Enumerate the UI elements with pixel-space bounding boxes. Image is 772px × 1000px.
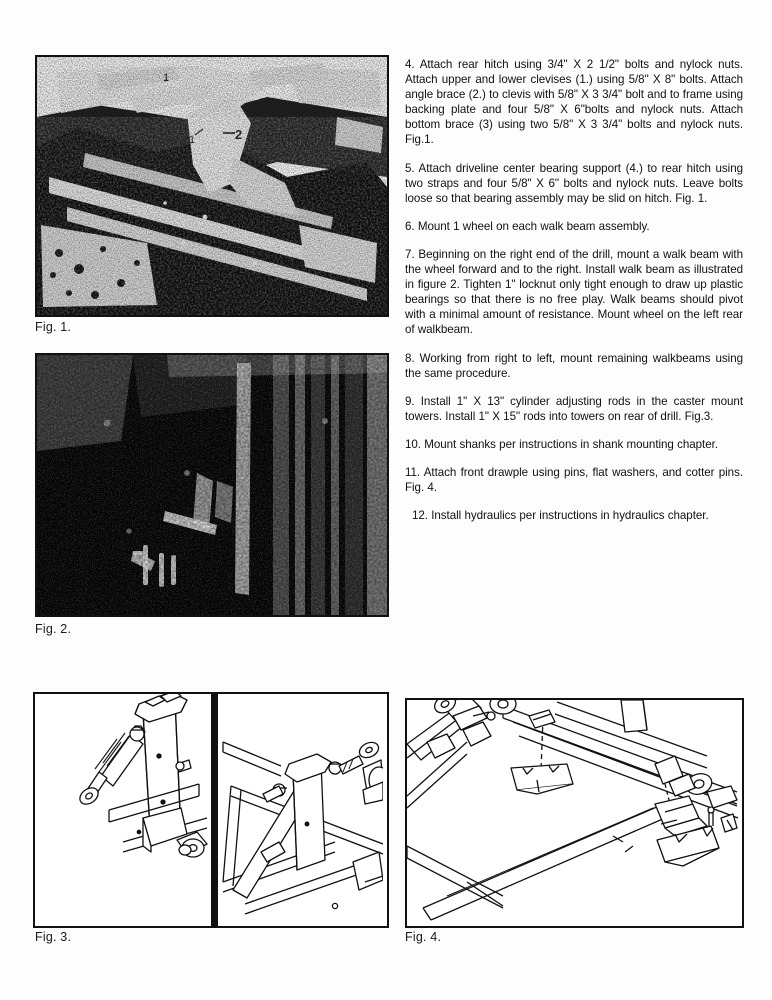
figure-1-caption: Fig. 1. — [35, 320, 72, 334]
figure-2-image — [37, 355, 387, 615]
figure-1-photo — [35, 55, 389, 317]
figure-3-drawing — [33, 692, 389, 928]
instruction-step-9: 9. Install 1" X 13" cylinder adjusting rods in the caster mount towers. Install 1" X 15" rods into towers on rear of drill. Fig.3. — [405, 394, 743, 423]
instruction-step-4: 4. Attach rear hitch using 3/4" X 2 1/2" bolts and nylock nuts. Attach upper and lower clevises (1.) using 5/8" X 8" bolts. Attach angle brace (2.) to clevis with 5/8" X 3 3/4" bolt and to frame using backing plate and four 5/8" X 6"bolts and nylock nuts. Attach bottom brace (3) using two 5/8" X 3 3/4" bolts and nylock nuts. Fig.1. — [405, 58, 743, 147]
instruction-step-12: 12. Install hydraulics per instructions in hydraulics chapter. — [412, 509, 709, 523]
instruction-step-6: 6. Mount 1 wheel on each walk beam assembly. — [405, 219, 650, 233]
figure-4-caption: Fig. 4. — [405, 930, 442, 944]
figure-3-panel-divider — [211, 694, 218, 926]
figure-4-image — [407, 700, 738, 922]
figure-3-caption: Fig. 3. — [35, 930, 72, 944]
figure-3-image — [35, 694, 383, 922]
figure-2-photo — [35, 353, 389, 617]
figure-4-drawing — [405, 698, 744, 928]
instruction-step-7: 7. Beginning on the right end of the drill, mount a walk beam with the wheel forward and to the right. Install walk beam as illustrated in figure 2. Tighten 1" locknut only tight enough to draw up plastic bearings so that there is no free play. Walk beams should pivot with a minimal amount of resistance. Mount wheel on the left rear of walkbeam. — [405, 247, 743, 337]
instruction-text-column — [405, 57, 743, 523]
figure-1-image — [37, 57, 387, 315]
instruction-step-5: 5. Attach driveline center bearing support (4.) to rear hitch using two straps and four 5/8" X 6" bolts and nylock nuts. Leave bolts loose so that bearing assembly may be slid on hitch. Fig. 1. — [405, 161, 743, 205]
figure-2-caption: Fig. 2. — [35, 622, 72, 636]
instruction-step-10: 10. Mount shanks per instructions in shank mounting chapter. — [405, 437, 718, 451]
instruction-step-11: 11. Attach front drawple using pins, flat washers, and cotter pins. Fig. 4. — [405, 465, 743, 495]
instruction-step-8: 8. Working from right to left, mount remaining walkbeams using the same procedure. — [405, 351, 743, 380]
